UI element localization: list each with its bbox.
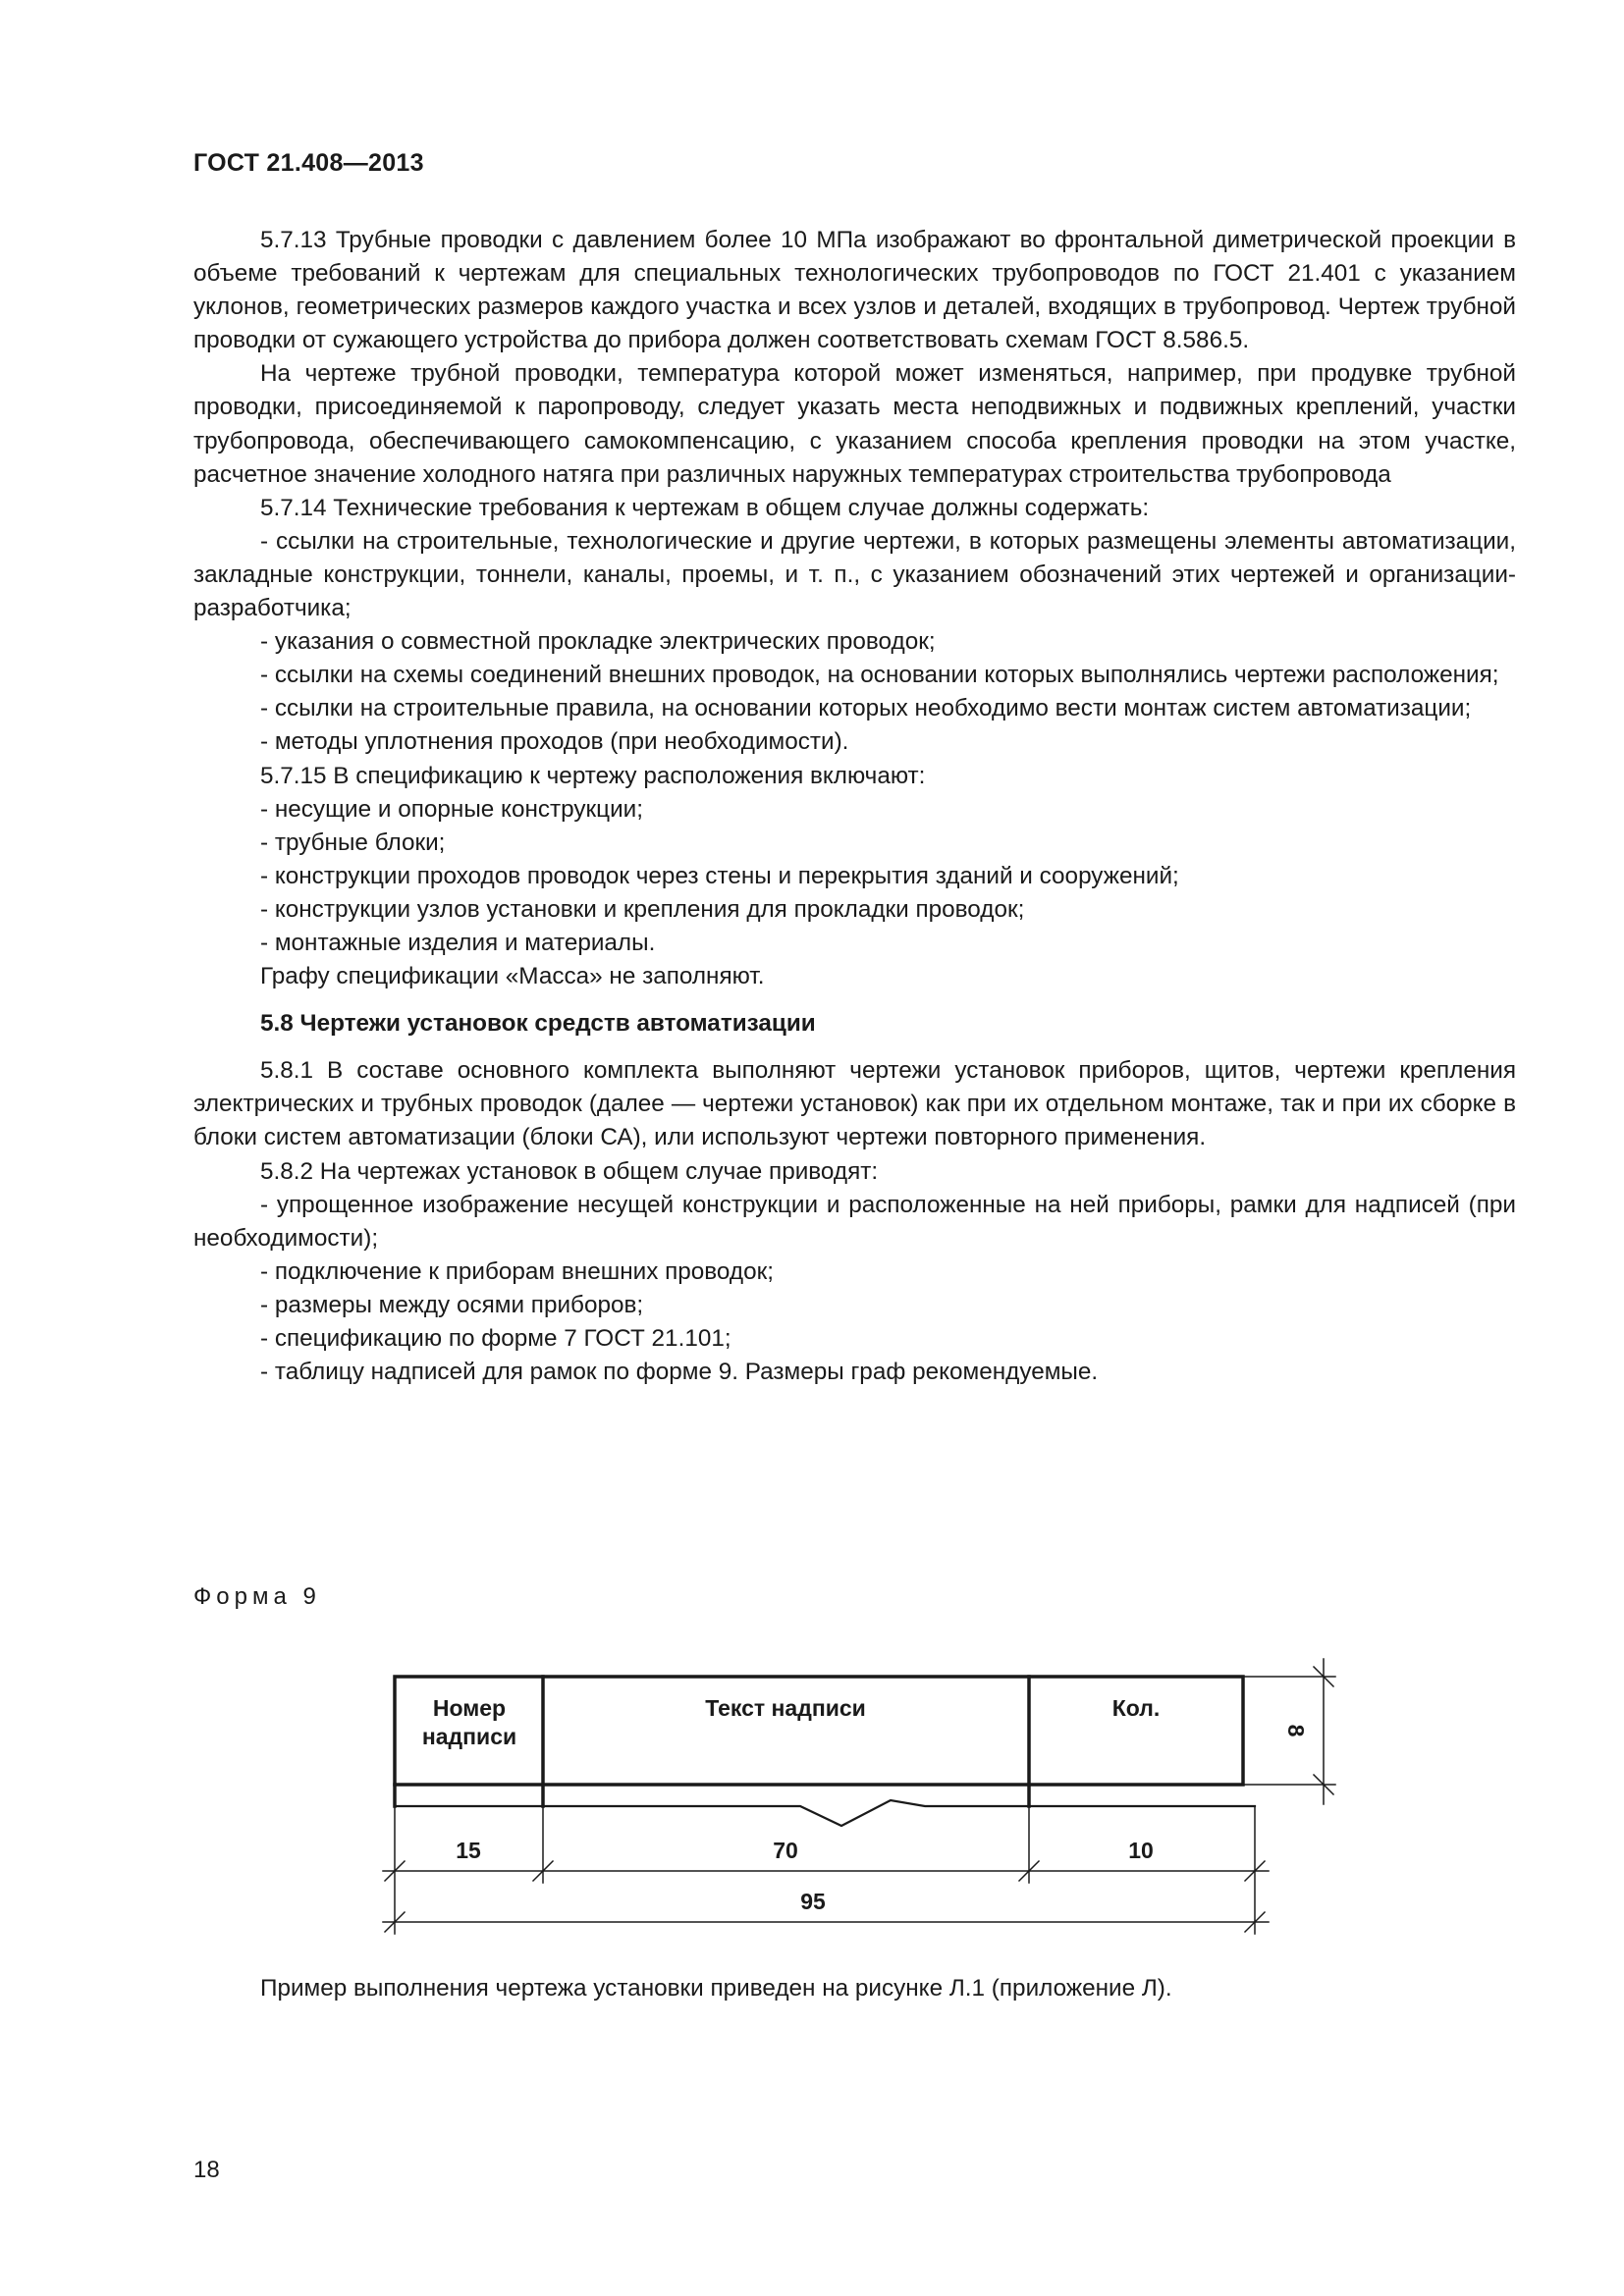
paragraph: 5.7.13 Трубные проводки с давлением более 10 МПа изображают во фронтальной диметрической проекции в объеме требований к чертежам для специальных технологических трубопроводов по ГОСТ 21.401 с указанием уклонов, геометрических размеров каждого участка и всех узлов и деталей, входящих в трубопровод. Чертеж трубной проводки от сужающего устройства до прибора должен соответствовать схемам ГОСТ 8.586.5. (193, 227, 1516, 354)
list-item: - монтажные изделия и материалы. (260, 929, 656, 956)
body-text (193, 224, 1516, 1389)
list-item: - трубные блоки; (260, 828, 446, 856)
paragraph: На чертеже трубной проводки, температура которой может изменяться, например, при продувке трубной проводки, присоединяемой к паропроводу, следует указать места неподвижных и подвижных креплений, участки трубопровода, обеспечивающего самокомпенсацию, с указанием способа крепления проводки на этом участке, расчетное значение холодного натяга при различных наружных температурах строительства трубопровода (193, 360, 1516, 488)
list-item: - подключение к приборам внешних проводок; (260, 1257, 774, 1285)
list-item: - ссылки на схемы соединений внешних проводок, на основании которых выполнялись чертежи расположения; (260, 662, 1499, 689)
column-header-text: Текст надписи (705, 1695, 866, 1721)
dimension-label: 10 (1128, 1838, 1154, 1863)
list-item: - ссылки на строительные правила, на основании которых необходимо вести монтаж систем автоматизации; (260, 695, 1472, 722)
page-number: 18 (193, 2157, 220, 2183)
list-item: - таблицу надписей для рамок по форме 9. Размеры граф рекомендуемые. (260, 1359, 1099, 1386)
paragraph: 5.8.1 В составе основного комплекта выполняют чертежи установок приборов, щитов, чертежи крепления электрических и трубных проводок (далее — чертежи установок) как при их отдельном монтаже, так и при их сборке в блоки систем автоматизации (блоки СА), или используют чертежи повторного применения. (193, 1057, 1516, 1151)
document-header: ГОСТ 21.408—2013 (193, 149, 424, 177)
dimension-label: 70 (773, 1838, 798, 1863)
list-item: - конструкции проходов проводок через стены и перекрытия зданий и сооружений; (260, 862, 1179, 889)
list-item: - указания о совместной прокладке электрических проводок; (260, 628, 936, 656)
form-9-drawing (373, 1629, 1355, 1953)
total-dimension-label: 95 (800, 1889, 826, 1914)
column-header-number: надписи (421, 1724, 517, 1749)
paragraph: Графу спецификации «Масса» не заполняют. (260, 963, 765, 990)
section-title: 5.8 Чертежи установок средств автоматизации (260, 1010, 816, 1038)
list-item: - упрощенное изображение несущей конструкции и расположенные на ней приборы, рамки для надписей (при необходимости); (193, 1191, 1516, 1252)
height-dimension-label: 8 (1283, 1724, 1309, 1737)
paragraph: 5.7.15 В спецификацию к чертежу расположения включают: (260, 762, 926, 789)
form-label: Форма 9 (193, 1583, 321, 1610)
list-item: - спецификацию по форме 7 ГОСТ 21.101; (260, 1325, 731, 1352)
list-item: - ссылки на строительные, технологические и другие чертежи, в которых размещены элементы автоматизации, закладные конструкции, тоннели, каналы, проемы, и т. п., с указанием обозначений этих чертежей и организации-разработчика; (193, 527, 1516, 622)
break-line (395, 1800, 1255, 1826)
list-item: - несущие и опорные конструкции; (260, 795, 643, 823)
list-item: - размеры между осями приборов; (260, 1291, 644, 1318)
form-frame (395, 1677, 1243, 1785)
list-item: - конструкции узлов установки и крепления для прокладки проводок; (260, 895, 1025, 923)
list-item: - методы уплотнения проходов (при необходимости). (260, 728, 849, 756)
figure-reference: Пример выполнения чертежа установки приведен на рисунке Л.1 (приложение Л). (260, 1975, 1172, 2002)
paragraph: 5.8.2 На чертежах установок в общем случае приводят: (260, 1157, 879, 1185)
column-header-qty: Кол. (1111, 1695, 1161, 1721)
dimension-label: 15 (456, 1838, 481, 1863)
paragraph: 5.7.14 Технические требования к чертежам в общем случае должны содержать: (260, 494, 1150, 521)
column-header-number: Номер (432, 1695, 507, 1721)
